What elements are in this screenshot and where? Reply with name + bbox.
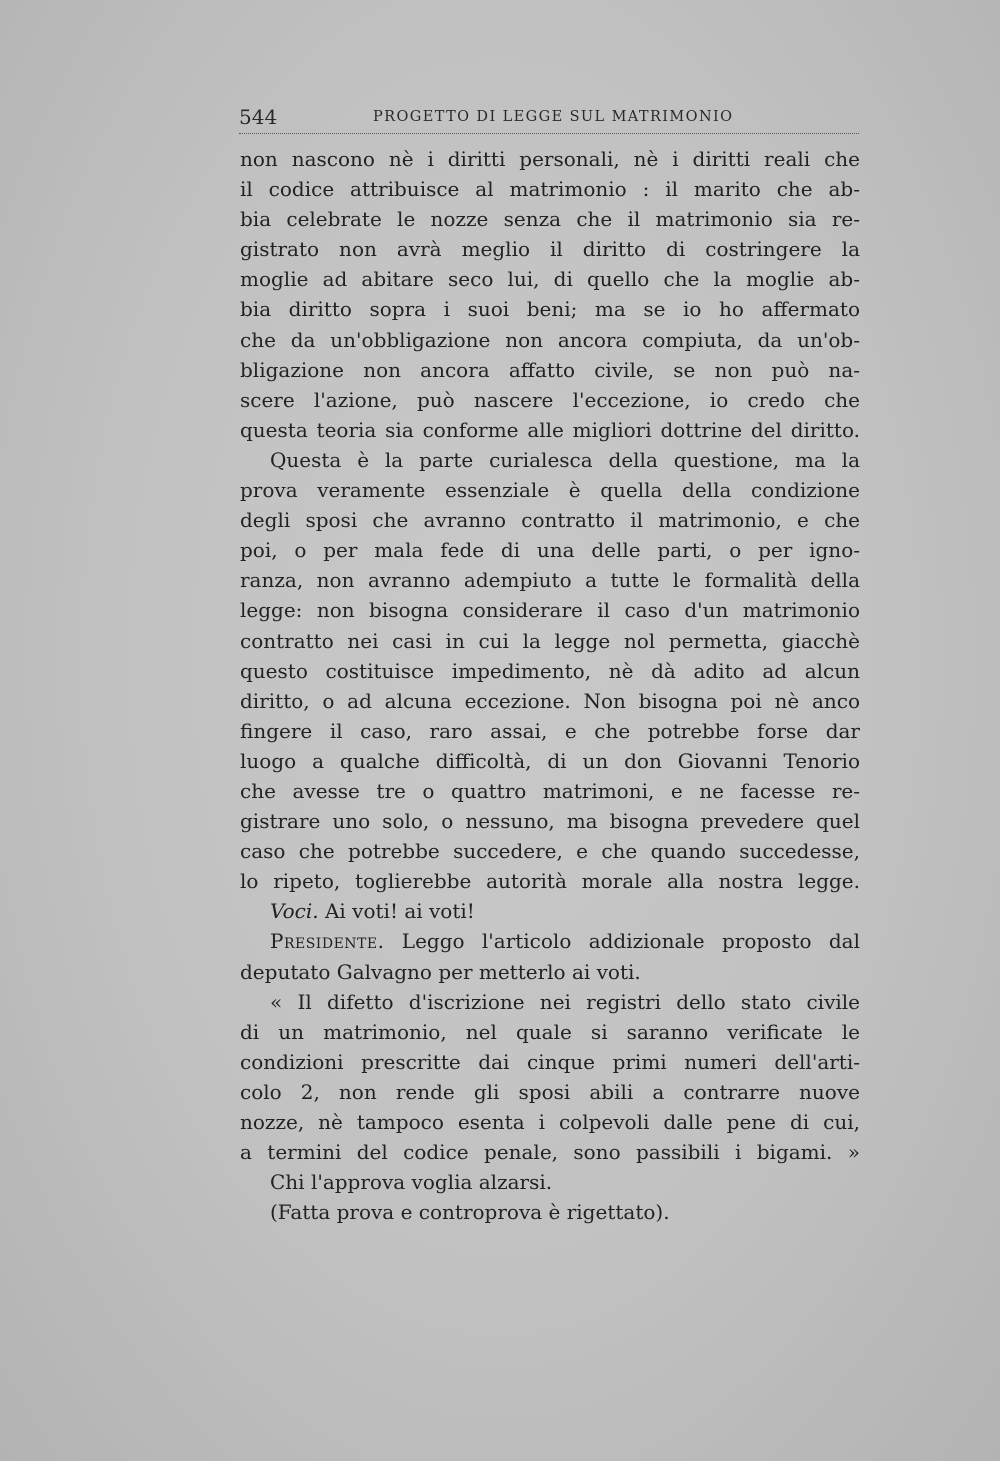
text-line: questa teoria sia conforme alle migliori dottrine del diritto. — [240, 417, 860, 442]
text-line: bligazione non ancora affatto civile, se non può na- — [240, 357, 860, 382]
text-line: scere l'azione, può nascere l'eccezione, io credo che — [240, 387, 860, 412]
presidente-line — [240, 926, 860, 956]
text-line: ranza, non avranno adempiuto a tutte le formalità della — [240, 568, 860, 593]
running-title: PROGETTO DI LEGGE SUL MATRIMONIO — [373, 109, 734, 125]
text-line: che avesse tre o quattro matrimoni, e ne facesse re- — [240, 778, 860, 803]
speaker-presidente: Presidente. — [270, 929, 385, 954]
presidente-text: Leggo l'articolo addizionale proposto dal — [401, 929, 860, 954]
text-line: moglie ad abitare seco lui, di quello che la moglie ab- — [240, 267, 860, 292]
body-text — [240, 144, 860, 1227]
text-line: contratto nei casi in cui la legge nol permetta, giacchè — [240, 628, 860, 653]
text-line: bia celebrate le nozze senza che il matrimonio sia re- — [240, 207, 860, 232]
voci-text: Ai voti! ai voti! — [324, 899, 475, 924]
text-line: degli sposi che avranno contratto il matrimonio, e che — [240, 508, 860, 533]
quote-line: colo 2, non rende gli sposi abili a contrarre nuove — [240, 1079, 860, 1104]
text-line: questo costituisce impedimento, nè dà adito ad alcun — [240, 658, 860, 683]
page-number: 544 — [239, 105, 278, 129]
text-line: diritto, o ad alcuna eccezione. Non bisogna poi nè anco — [240, 688, 860, 713]
speaker-voci: Voci. — [270, 899, 319, 924]
text-line: caso che potrebbe succedere, e che quando succedesse, — [240, 839, 860, 864]
text-line: lo ripeto, toglierebbe autorità morale alla nostra legge. — [240, 869, 860, 894]
text-line: bia diritto sopra i suoi beni; ma se io ho affermato — [240, 297, 860, 322]
text-line: poi, o per mala fede di una delle parti, o per igno- — [240, 538, 860, 563]
quote-line: nozze, nè tampoco esenta i colpevoli dalle pene di cui, — [240, 1110, 860, 1134]
text-line: non nascono nè i diritti personali, nè i diritti reali che — [240, 147, 860, 171]
quote-line: di un matrimonio, nel quale si saranno verificate le — [240, 1019, 860, 1044]
quote-line: condizioni prescritte dai cinque primi numeri dell'arti- — [240, 1049, 860, 1074]
text-line: che da un'obbligazione non ancora compiuta, da un'ob- — [240, 327, 860, 352]
text-line: deputato Galvagno per metterlo ai voti. — [240, 959, 641, 984]
header-rule — [239, 133, 859, 134]
text-line: Questa è la parte curialesca della questione, ma la — [270, 447, 860, 472]
quote-line: a termini del codice penale, sono passibili i bigami. » — [240, 1140, 860, 1165]
voci-line — [240, 896, 860, 926]
text-line: legge: non bisogna considerare il caso d'un matrimonio — [240, 598, 860, 623]
result-line: (Fatta prova e controprova è rigettato). — [270, 1200, 670, 1225]
page-header — [239, 104, 859, 134]
quote-line: « Il difetto d'iscrizione nei registri dello stato civile — [270, 989, 860, 1014]
approval-line: Chi l'approva voglia alzarsi. — [270, 1170, 553, 1195]
text-line: gistrare uno solo, o nessuno, ma bisogna prevedere quel — [240, 809, 860, 834]
text-line: prova veramente essenziale è quella della condizione — [240, 478, 860, 503]
text-line: luogo a qualche difficoltà, di un don Giovanni Tenorio — [240, 748, 860, 773]
text-line: il codice attribuisce al matrimonio : il marito che ab- — [240, 177, 860, 202]
text-line: gistrato non avrà meglio il diritto di costringere la — [240, 237, 860, 262]
text-line: fingere il caso, raro assai, e che potrebbe forse dar — [240, 718, 860, 743]
